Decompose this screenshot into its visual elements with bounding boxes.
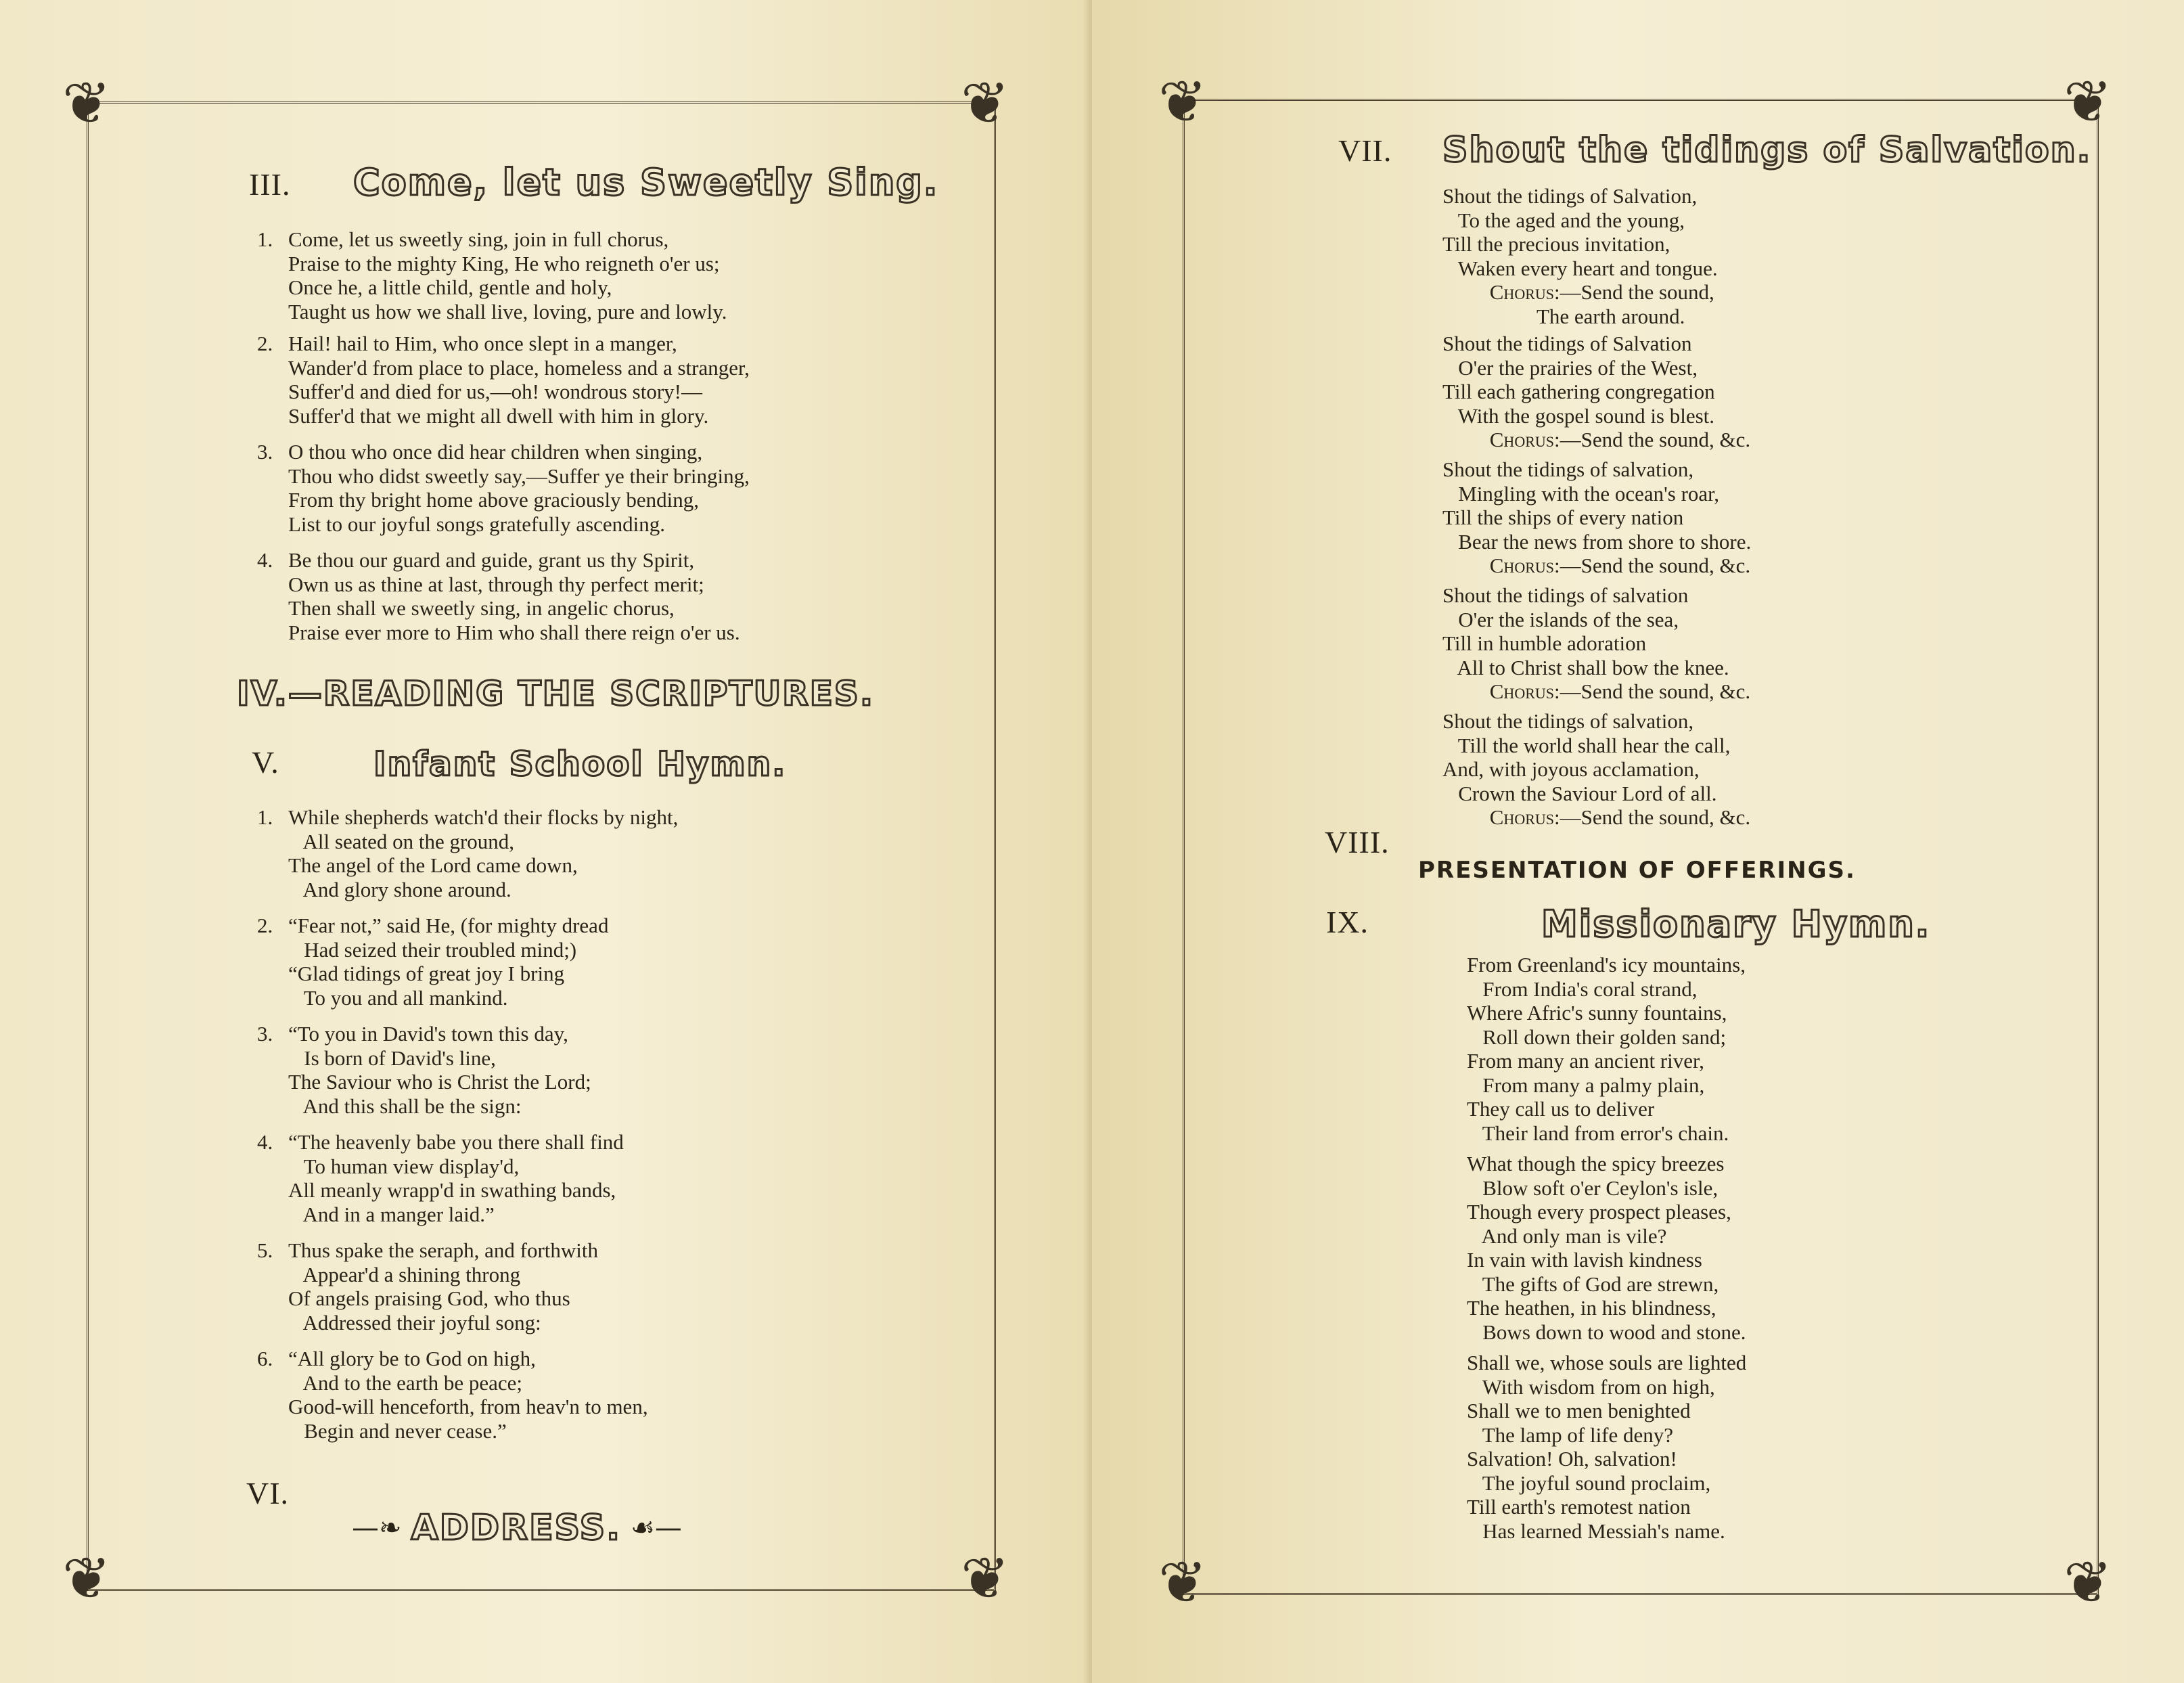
verse-line: Shout the tidings of Salvation, bbox=[1442, 184, 1698, 208]
verse-line: “Fear not,” said He, (for mighty dread bbox=[288, 914, 609, 937]
verse-line: “All glory be to God on high, bbox=[288, 1347, 536, 1370]
stanza bbox=[1467, 1152, 1746, 1344]
verse-line: Bows down to wood and stone. bbox=[1482, 1320, 1746, 1344]
verse-line: And, with joyous acclamation, bbox=[1442, 757, 1700, 781]
section-heading: PRESENTATION OF OFFERINGS. bbox=[1418, 857, 1856, 884]
stanza-number: 2. bbox=[257, 332, 273, 355]
stanza bbox=[257, 1130, 624, 1226]
right-page bbox=[1092, 0, 2184, 1683]
stanza-number: 6. bbox=[257, 1347, 273, 1370]
verse-line: Shall we to men benighted bbox=[1467, 1399, 1691, 1422]
verse-line: While shepherds watch'd their flocks by night, bbox=[288, 805, 679, 829]
chorus-line: :—Send the sound, &c. bbox=[1554, 554, 1751, 577]
verse-line: Has learned Messiah's name. bbox=[1482, 1519, 1725, 1543]
chorus-label: Chorus bbox=[1489, 679, 1554, 703]
verse-line: The heathen, in his blindness, bbox=[1467, 1296, 1716, 1320]
verse-line: To you and all mankind. bbox=[303, 985, 508, 1010]
verse-line: “Glad tidings of great joy I bring bbox=[288, 962, 565, 985]
stanza-number: 2. bbox=[257, 914, 273, 937]
stanza bbox=[257, 805, 678, 901]
verse-line: Till each gathering congregation bbox=[1442, 380, 1715, 403]
verse-line: Then shall we sweetly sing, in angelic chorus, bbox=[288, 596, 675, 620]
verse-line: Good-will henceforth, from heav'n to men, bbox=[288, 1395, 648, 1418]
chorus-line: :—Send the sound, bbox=[1554, 280, 1714, 304]
verse-line: Crown the Saviour Lord of all. bbox=[1458, 781, 1717, 805]
verse-line: Suffer'd that we might all dwell with him in glory. bbox=[288, 403, 709, 428]
hymn-title: Infant School Hymn. bbox=[373, 744, 787, 784]
section-label: III. bbox=[249, 167, 291, 202]
verse-line: Wander'd from place to place, homeless and a stranger, bbox=[288, 355, 750, 380]
verse-line: O'er the prairies of the West, bbox=[1458, 355, 1698, 380]
stanza-number: 4. bbox=[257, 548, 273, 572]
stanza-number: 1. bbox=[257, 805, 273, 829]
verse-line: Till the ships of every nation bbox=[1442, 506, 1684, 529]
stanza bbox=[1442, 184, 1718, 328]
section-label: VIII. bbox=[1325, 825, 1390, 859]
verse-line: Roll down their golden sand; bbox=[1482, 1025, 1727, 1049]
verse-line: Till in humble adoration bbox=[1442, 631, 1647, 655]
stanza bbox=[257, 1238, 598, 1334]
stanza-number: 5. bbox=[257, 1238, 273, 1262]
verse-line: And in a manger laid.” bbox=[302, 1202, 495, 1226]
verse-line: Till the precious invitation, bbox=[1442, 232, 1670, 256]
verse-line: O thou who once did hear children when singing, bbox=[288, 440, 703, 464]
stanza bbox=[1442, 583, 1750, 704]
stanza bbox=[257, 548, 740, 644]
corner-ornament-icon: ❦ bbox=[2064, 68, 2113, 136]
verse-line: All meanly wrapp'd in swathing bands, bbox=[288, 1178, 616, 1202]
verse-line: From India's coral strand, bbox=[1482, 977, 1698, 1001]
chorus-line: :—Send the sound, &c. bbox=[1554, 679, 1751, 703]
corner-ornament-icon: ❦ bbox=[62, 70, 112, 137]
section-label: IX. bbox=[1326, 905, 1369, 939]
verse-line: From many a palmy plain, bbox=[1482, 1073, 1705, 1097]
verse-line: List to our joyful songs gratefully ascending. bbox=[288, 512, 666, 536]
verse-line: Addressed their joyful song: bbox=[302, 1310, 541, 1334]
stanza bbox=[257, 1347, 648, 1443]
verse-line: Shout the tidings of salvation, bbox=[1442, 709, 1694, 733]
verse-line: The joyful sound proclaim, bbox=[1482, 1471, 1711, 1495]
verse-line: And this shall be the sign: bbox=[302, 1094, 522, 1118]
verse-line: The gifts of God are strewn, bbox=[1482, 1272, 1719, 1296]
stanza bbox=[1442, 457, 1751, 578]
verse-line: Blow soft o'er Ceylon's isle, bbox=[1482, 1175, 1719, 1200]
verse-line: “The heavenly babe you there shall find bbox=[288, 1130, 624, 1154]
verse-line: Bear the news from shore to shore. bbox=[1458, 529, 1752, 554]
stanza bbox=[257, 1022, 591, 1118]
stanza-number: 4. bbox=[257, 1130, 273, 1154]
verse-line: Mingling with the ocean's roar, bbox=[1458, 481, 1719, 506]
hymn-title: Missionary Hymn. bbox=[1541, 903, 1931, 945]
verse-line: O'er the islands of the sea, bbox=[1458, 607, 1679, 631]
section-label: VI. bbox=[246, 1476, 290, 1510]
chorus-line: :—Send the sound, &c. bbox=[1554, 428, 1751, 451]
verse-line: To human view display'd, bbox=[303, 1154, 520, 1178]
verse-line: All to Christ shall bow the knee. bbox=[1457, 655, 1729, 679]
verse-line: All seated on the ground, bbox=[302, 829, 515, 853]
section-label: VII. bbox=[1338, 133, 1392, 168]
stanza bbox=[257, 332, 750, 428]
verse-line: With the gospel sound is blest. bbox=[1457, 403, 1715, 428]
stanza bbox=[1467, 953, 1746, 1145]
stanza bbox=[257, 440, 750, 536]
verse-line: Thou who didst sweetly say,—Suffer ye their bringing, bbox=[288, 464, 750, 488]
verse-line: Though every prospect pleases, bbox=[1467, 1200, 1731, 1224]
verse-line: And glory shone around. bbox=[302, 877, 511, 901]
chorus-label: Chorus bbox=[1489, 428, 1554, 451]
chorus-label: Chorus bbox=[1489, 805, 1554, 829]
verse-line: Begin and never cease.” bbox=[304, 1418, 507, 1443]
verse-line: Where Afric's sunny fountains, bbox=[1467, 1001, 1727, 1025]
verse-line: Be thou our guard and guide, grant us thy Spirit, bbox=[288, 548, 695, 572]
verse-line: Come, let us sweetly sing, join in full chorus, bbox=[288, 227, 669, 251]
verse-line: Shout the tidings of salvation bbox=[1442, 583, 1689, 607]
verse-line: Thus spake the seraph, and forthwith bbox=[288, 1238, 598, 1262]
verse-line: “To you in David's town this day, bbox=[288, 1022, 568, 1046]
stanza bbox=[257, 914, 608, 1010]
verse-line: Shout the tidings of salvation, bbox=[1442, 457, 1694, 481]
stanza bbox=[257, 227, 727, 323]
verse-line: Is born of David's line, bbox=[304, 1046, 496, 1070]
chorus-line: :—Send the sound, &c. bbox=[1554, 805, 1751, 829]
verse-line: Suffer'd and died for us,—oh! wondrous story!— bbox=[288, 380, 703, 403]
section-heading: IV.—READING THE SCRIPTURES. bbox=[237, 674, 874, 713]
verse-line: Till earth's remotest nation bbox=[1467, 1495, 1691, 1519]
corner-ornament-icon: ❦ bbox=[62, 1545, 112, 1613]
verse-line: Salvation! Oh, salvation! bbox=[1467, 1447, 1677, 1471]
verse-line: Had seized their troubled mind;) bbox=[304, 937, 577, 962]
verse-line: They call us to deliver bbox=[1467, 1097, 1655, 1121]
stanza-number: 1. bbox=[257, 227, 273, 251]
verse-line: Praise to the mighty King, He who reigneth o'er us; bbox=[288, 251, 720, 275]
stanza bbox=[1467, 1351, 1746, 1543]
flourish-icon: —❧ bbox=[352, 1512, 402, 1544]
verse-line: To the aged and the young, bbox=[1457, 208, 1685, 232]
hymn-title: Come, let us Sweetly Sing. bbox=[353, 161, 939, 204]
verse-line: Own us as thine at last, through thy perfect merit; bbox=[288, 572, 704, 596]
verse-line: The angel of the Lord came down, bbox=[288, 853, 578, 877]
verse-line: In vain with lavish kindness bbox=[1467, 1248, 1702, 1272]
stanza-number: 3. bbox=[257, 1022, 273, 1046]
verse-line: With wisdom from on high, bbox=[1482, 1374, 1715, 1399]
verse-line: Of angels praising God, who thus bbox=[288, 1286, 570, 1310]
verse-line: Hail! hail to Him, who once slept in a manger, bbox=[288, 332, 677, 355]
verse-line: And only man is vile? bbox=[1481, 1224, 1667, 1248]
verse-line: From Greenland's icy mountains, bbox=[1467, 953, 1746, 977]
stanza bbox=[1442, 332, 1750, 452]
verse-line: Shout the tidings of Salvation bbox=[1442, 332, 1692, 355]
verse-line: Praise ever more to Him who shall there reign o'er us. bbox=[288, 620, 740, 644]
verse-line: From many an ancient river, bbox=[1467, 1049, 1704, 1073]
verse-line: Once he, a little child, gentle and holy, bbox=[288, 275, 612, 299]
verse-line: The Saviour who is Christ the Lord; bbox=[288, 1070, 591, 1094]
verse-line: The lamp of life deny? bbox=[1482, 1422, 1674, 1447]
address-title: ADDRESS. bbox=[411, 1508, 621, 1548]
verse-line: Taught us how we shall live, loving, pure and lowly. bbox=[288, 299, 727, 323]
verse-line: Their land from error's chain. bbox=[1482, 1121, 1729, 1145]
corner-ornament-icon: ❦ bbox=[2064, 1549, 2113, 1617]
verse-line: Shall we, whose souls are lighted bbox=[1467, 1351, 1747, 1374]
hymn-title: Shout the tidings of Salvation. bbox=[1442, 130, 2092, 171]
corner-ornament-icon: ❦ bbox=[961, 1545, 1010, 1613]
verse-line: From thy bright home above graciously bending, bbox=[288, 488, 699, 512]
chorus-label: Chorus bbox=[1489, 554, 1554, 577]
stanza bbox=[1442, 709, 1750, 830]
verse-line: Appear'd a shining throng bbox=[302, 1262, 521, 1286]
section-label: V. bbox=[252, 745, 279, 780]
verse-line: And to the earth be peace; bbox=[302, 1370, 523, 1395]
flourish-icon: ☙— bbox=[630, 1512, 682, 1544]
corner-ornament-icon: ❦ bbox=[1158, 68, 1208, 136]
chorus-line: The earth around. bbox=[1536, 304, 1685, 328]
verse-line: What though the spicy breezes bbox=[1467, 1152, 1725, 1175]
corner-ornament-icon: ❦ bbox=[1158, 1549, 1208, 1617]
corner-ornament-icon: ❦ bbox=[961, 70, 1010, 137]
stanza-number: 3. bbox=[257, 440, 273, 464]
verse-line: Till the world shall hear the call, bbox=[1457, 733, 1731, 757]
chorus-label: Chorus bbox=[1489, 280, 1554, 304]
verse-line: Waken every heart and tongue. bbox=[1457, 256, 1718, 280]
address-heading bbox=[352, 1508, 682, 1548]
